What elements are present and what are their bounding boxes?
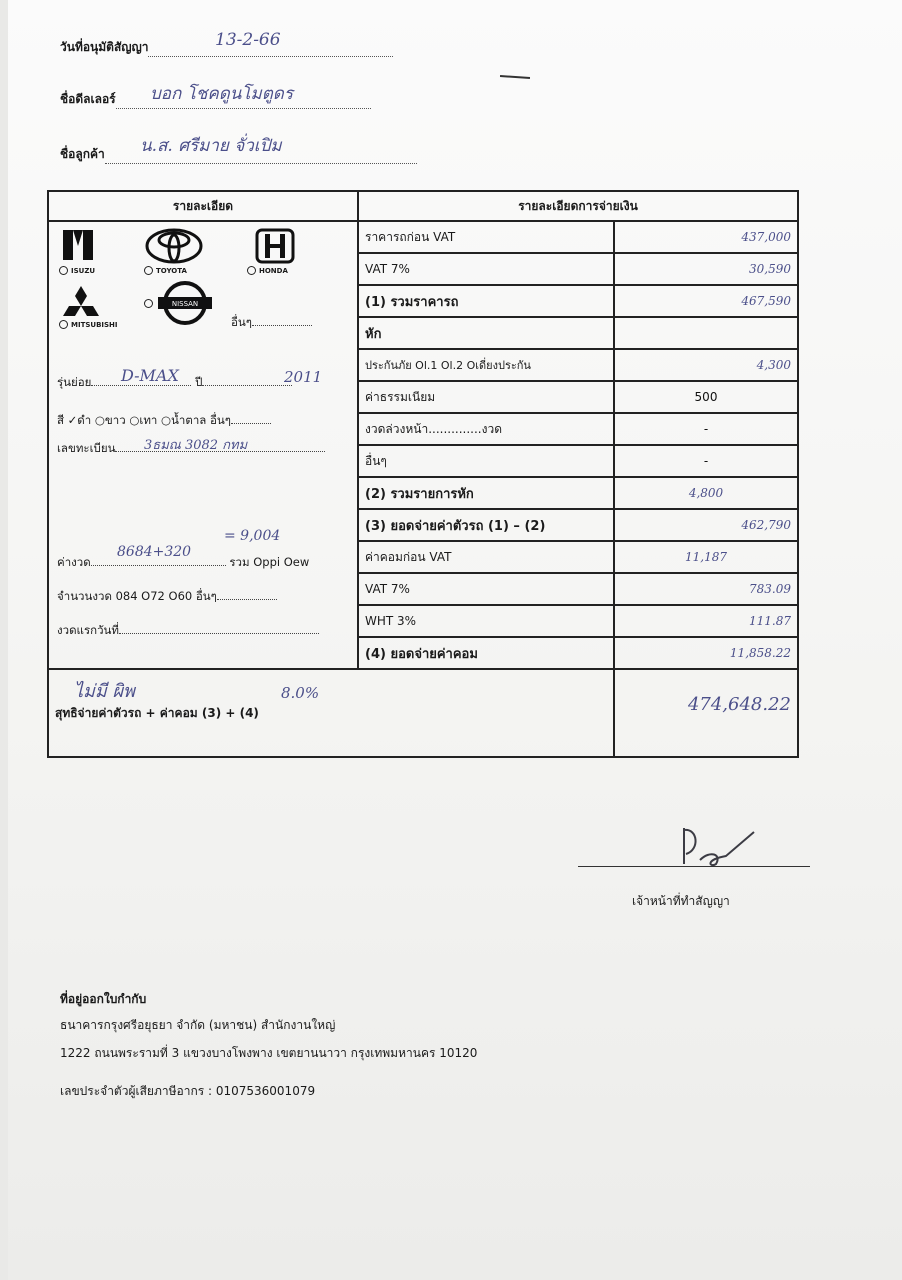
right-header: รายละเอียดการจ่ายเงิน bbox=[358, 191, 798, 221]
nissan-option[interactable] bbox=[144, 280, 214, 326]
footer-line3: เลขประจำตัวผู้เสียภาษีอากร : 0107536001079 bbox=[60, 1084, 316, 1098]
model-value: D-MAX bbox=[121, 366, 179, 385]
other-brand-row bbox=[231, 314, 312, 332]
payment-table bbox=[47, 190, 799, 758]
row-10-label: ค่าคอมก่อน VAT bbox=[358, 541, 614, 573]
installment-label: ค่างวด bbox=[57, 555, 91, 569]
year-label: ปี bbox=[195, 375, 203, 389]
isuzu-option[interactable] bbox=[59, 228, 97, 275]
row-11-label: VAT 7% bbox=[358, 573, 614, 605]
row-3-label: หัก bbox=[358, 317, 614, 349]
honda-radio[interactable] bbox=[247, 266, 256, 275]
row-6-label: งวดล่วงหน้า..............งวด bbox=[358, 413, 614, 445]
row-5-label: ค่าธรรมเนียม bbox=[358, 381, 614, 413]
honda-option[interactable] bbox=[247, 228, 303, 275]
row-13-value: 11,858.22 bbox=[614, 637, 798, 669]
row-13-label: (4) ยอดจ่ายค่าคอม bbox=[358, 637, 614, 669]
officer-signature-icon bbox=[670, 820, 760, 870]
row-7-value: - bbox=[614, 445, 798, 477]
mitsubishi-caption: MITSUBISHI bbox=[71, 320, 118, 329]
row-10-value: 11,187 bbox=[614, 541, 798, 573]
row-6-value: - bbox=[614, 413, 798, 445]
left-note: ไม่มี ผิพ bbox=[74, 681, 135, 702]
row-4-value: 4,300 bbox=[614, 349, 798, 381]
nissan-radio[interactable] bbox=[144, 299, 153, 308]
color-row bbox=[57, 412, 271, 430]
model-label: รุ่นย่อย bbox=[57, 375, 92, 389]
plate-label: เลขทะเบียน bbox=[57, 441, 116, 455]
vehicle-details-panel bbox=[48, 221, 358, 702]
row-7-label: อื่นๆ bbox=[358, 445, 614, 477]
mitsubishi-option[interactable] bbox=[59, 284, 118, 329]
mitsubishi-logo-icon bbox=[59, 284, 103, 320]
row-2-value: 467,590 bbox=[614, 285, 798, 317]
row-1-label: VAT 7% bbox=[358, 253, 614, 285]
nissan-logo-icon bbox=[156, 280, 214, 326]
installment-calc: 8684+320 bbox=[117, 544, 192, 560]
toyota-option[interactable] bbox=[144, 228, 204, 275]
model-line bbox=[91, 385, 191, 386]
footer-line1: ธนาคารกรุงศรีอยุธยา จำกัด (มหาชน) สำนักงานใหญ่ bbox=[60, 1018, 336, 1032]
installment-total: = 9,004 bbox=[224, 528, 281, 544]
signature-line bbox=[578, 866, 810, 867]
first-due-row bbox=[57, 622, 319, 640]
mitsubishi-radio[interactable] bbox=[59, 320, 68, 329]
isuzu-caption: ISUZU bbox=[71, 266, 96, 275]
first-due-label: งวดแรกวันที่ bbox=[57, 623, 119, 637]
row-1-value: 30,590 bbox=[614, 253, 798, 285]
first-due-line bbox=[119, 633, 319, 634]
installment-options: รวม Oppi Oew bbox=[229, 555, 310, 569]
color-line bbox=[231, 423, 271, 424]
term-label: จำนวนงวด bbox=[57, 589, 112, 603]
term-options: 084 O72 O60 อื่นๆ bbox=[115, 589, 217, 603]
row-3-value bbox=[614, 317, 798, 349]
toyota-caption: TOYOTA bbox=[156, 266, 187, 275]
row-8-label: (2) รวมรายการหัก bbox=[358, 477, 614, 509]
year-line bbox=[202, 385, 292, 386]
customer-value: น.ส. ศรีมาย จั่วเปิม bbox=[140, 136, 282, 156]
left-rate: 8.0% bbox=[281, 684, 320, 702]
row-9-label: (3) ยอดจ่ายค่าตัวรถ (1) – (2) bbox=[358, 509, 614, 541]
approval-date-value: 13-2-66 bbox=[215, 30, 281, 50]
other-brand-label: อื่นๆ bbox=[231, 315, 252, 329]
isuzu-radio[interactable] bbox=[59, 266, 68, 275]
row-0-label: ราคารถก่อน VAT bbox=[358, 221, 614, 253]
isuzu-logo-icon bbox=[59, 228, 97, 266]
plate-value: 3ธมณ 3082 กทม bbox=[144, 438, 248, 453]
toyota-radio[interactable] bbox=[144, 266, 153, 275]
toyota-logo-icon bbox=[144, 228, 204, 266]
row-12-label: WHT 3% bbox=[358, 605, 614, 637]
net-total-value: 474,648.22 bbox=[614, 669, 798, 757]
officer-label: เจ้าหน้าที่ทำสัญญา bbox=[632, 894, 730, 908]
installment-line bbox=[91, 565, 226, 566]
net-total-label: สุทธิจ่ายค่าตัวรถ + ค่าคอม (3) + (4) bbox=[48, 669, 614, 757]
row-2-label: (1) รวมราคารถ bbox=[358, 285, 614, 317]
honda-logo-icon bbox=[247, 228, 303, 266]
row-5-value: 500 bbox=[614, 381, 798, 413]
row-0-value: 437,000 bbox=[614, 221, 798, 253]
year-value: 2011 bbox=[284, 368, 323, 386]
dealer-label: ชื่อดีลเลอร์ bbox=[60, 92, 116, 106]
row-9-value: 462,790 bbox=[614, 509, 798, 541]
left-header: รายละเอียด bbox=[48, 191, 358, 221]
approval-date-label: วันที่อนุมัติสัญญา bbox=[60, 40, 149, 54]
row-8-value: 4,800 bbox=[614, 477, 798, 509]
customer-label: ชื่อลูกค้า bbox=[60, 147, 105, 161]
nissan-caption: NISSAN bbox=[171, 300, 199, 308]
footer-line2: 1222 ถนนพระรามที่ 3 แขวงบางโพงพาง เขตยานนาวา กรุงเทพมหานคร 10120 bbox=[60, 1046, 478, 1060]
footer-title: ที่อยู่ออกใบกำกับ bbox=[60, 992, 147, 1006]
color-label: สี ✓ดำ ○ขาว ○เทา ○น้ำตาล อื่นๆ bbox=[57, 413, 231, 427]
row-12-value: 111.87 bbox=[614, 605, 798, 637]
row-4-label: ประกันภัย Ol.1 Ol.2 Oเดี่ยงประกัน bbox=[358, 349, 614, 381]
row-11-value: 783.09 bbox=[614, 573, 798, 605]
dealer-value: บอก โชคดูนโมตูดร bbox=[150, 84, 293, 104]
honda-caption: HONDA bbox=[259, 266, 288, 275]
other-brand-line bbox=[252, 325, 312, 326]
term-line bbox=[217, 599, 277, 600]
term-row bbox=[57, 588, 277, 606]
